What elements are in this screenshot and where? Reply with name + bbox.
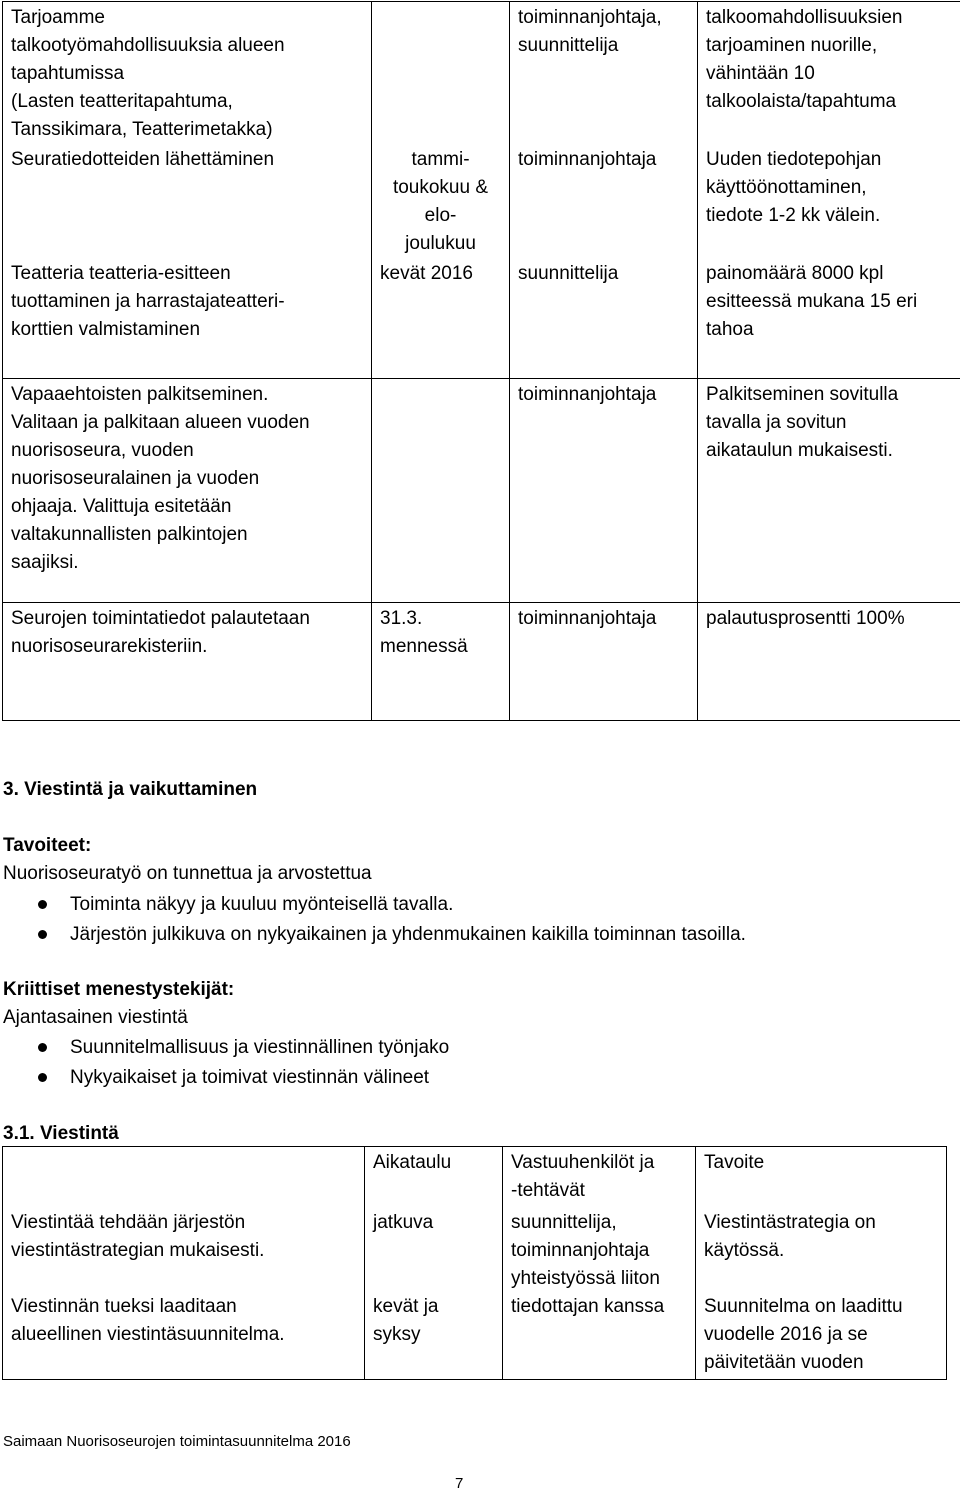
schedule-cell: jatkuva kevät ja syksy xyxy=(365,1207,503,1380)
responsible-cell: toiminnanjohtaja xyxy=(510,602,698,720)
csf-label: Kriittiset menestystekijät: xyxy=(3,979,235,1000)
table-row xyxy=(3,602,960,720)
subsection-heading: 3.1. Viestintä xyxy=(3,1123,119,1144)
bullet-icon xyxy=(38,1043,47,1052)
activity-cell: Vapaaehtoisten palkitseminen. Valitaan ja palkitaan alueen vuoden nuorisoseura, vuoden nuorisoseuralainen ja vuoden ohjaaja. Valittuja esitetään valtakunnallisten palkintojen saajiksi. xyxy=(3,378,372,602)
header-cell: Aikataulu xyxy=(365,1147,503,1208)
activity-cell: Viestintää tehdään järjestön viestintästrategian mukaisesti. Viestinnän tueksi laaditaan alueellinen viestintäsuunnitelma. xyxy=(3,1207,365,1380)
goals-label: Tavoiteet: xyxy=(3,835,92,856)
goal-cell: Uuden tiedotepohjan käyttöönottaminen, tiedote 1-2 kk välein. xyxy=(698,146,960,260)
responsible-cell: toiminnanjohtaja xyxy=(510,378,698,602)
bullet-icon xyxy=(38,900,47,909)
bullet-text: Toiminta näkyy ja kuuluu myönteisellä tavalla. xyxy=(70,894,454,915)
header-cell: Vastuuhenkilöt ja -tehtävät xyxy=(503,1147,696,1208)
activity-cell: Seuratiedotteiden lähettäminen xyxy=(3,146,372,260)
bullet-text: Nykyaikaiset ja toimivat viestinnän välineet xyxy=(70,1067,430,1088)
goal-cell: palautusprosentti 100% xyxy=(698,602,960,720)
goal-cell: talkoomahdollisuuksien tarjoaminen nuorille, vähintään 10 talkoolaista/tapahtuma xyxy=(698,2,960,147)
responsible-cell: suunnittelija xyxy=(510,260,698,378)
goal-cell: Palkitseminen sovitulla tavalla ja sovitun aikataulun mukaisesti. xyxy=(698,378,960,602)
table-row xyxy=(3,260,960,378)
csf-intro: Ajantasainen viestintä xyxy=(3,1007,188,1028)
schedule-cell xyxy=(372,378,510,602)
table-row xyxy=(3,1207,947,1380)
activity-cell: Teatteria teatteria-esitteen tuottaminen ja harrastajateatteri- korttien valmistaminen xyxy=(3,260,372,378)
goals-intro: Nuorisoseuratyö on tunnettua ja arvostettua xyxy=(3,863,372,884)
schedule-cell: tammi- toukokuu & elo- joulukuu xyxy=(372,146,510,260)
table-row xyxy=(3,378,960,602)
table-header-row xyxy=(3,1147,947,1208)
activity-cell: Tarjoamme talkootyömahdollisuuksia alueen tapahtumissa (Lasten teatteritapahtuma, Tanssikimara, Teatterimetakka) xyxy=(3,2,372,147)
activity-cell: Seurojen toimintatiedot palautetaan nuorisoseurarekisteriin. xyxy=(3,602,372,720)
table-row xyxy=(3,2,960,147)
responsible-cell: toiminnanjohtaja xyxy=(510,146,698,260)
schedule-cell: 31.3. mennessä xyxy=(372,602,510,720)
goal-cell: painomäärä 8000 kpl esitteessä mukana 15 eri tahoa xyxy=(698,260,960,378)
footer-text: Saimaan Nuorisoseurojen toimintasuunnitelma 2016 xyxy=(3,1433,351,1450)
section-heading: 3. Viestintä ja vaikuttaminen xyxy=(3,779,258,800)
table-row xyxy=(3,146,960,260)
activity-table xyxy=(2,1,960,721)
bullet-icon xyxy=(38,930,47,939)
header-cell xyxy=(3,1147,365,1208)
schedule-cell: kevät 2016 xyxy=(372,260,510,378)
responsible-cell: toiminnanjohtaja, suunnittelija xyxy=(510,2,698,147)
responsible-cell: suunnittelija, toiminnanjohtaja yhteistyössä liiton tiedottajan kanssa xyxy=(503,1207,696,1380)
bullet-icon xyxy=(38,1073,47,1082)
page-number: 7 xyxy=(455,1475,464,1492)
bullet-text: Suunnitelmallisuus ja viestinnällinen työnjako xyxy=(70,1037,450,1058)
goal-cell: Viestintästrategia on käytössä. Suunnitelma on laadittu vuodelle 2016 ja se päivitetään vuoden xyxy=(696,1207,947,1380)
communication-table xyxy=(2,1146,947,1380)
header-cell: Tavoite xyxy=(696,1147,947,1208)
schedule-cell xyxy=(372,2,510,147)
bullet-text: Järjestön julkikuva on nykyaikainen ja yhdenmukainen kaikilla toiminnan tasoilla. xyxy=(70,924,746,945)
